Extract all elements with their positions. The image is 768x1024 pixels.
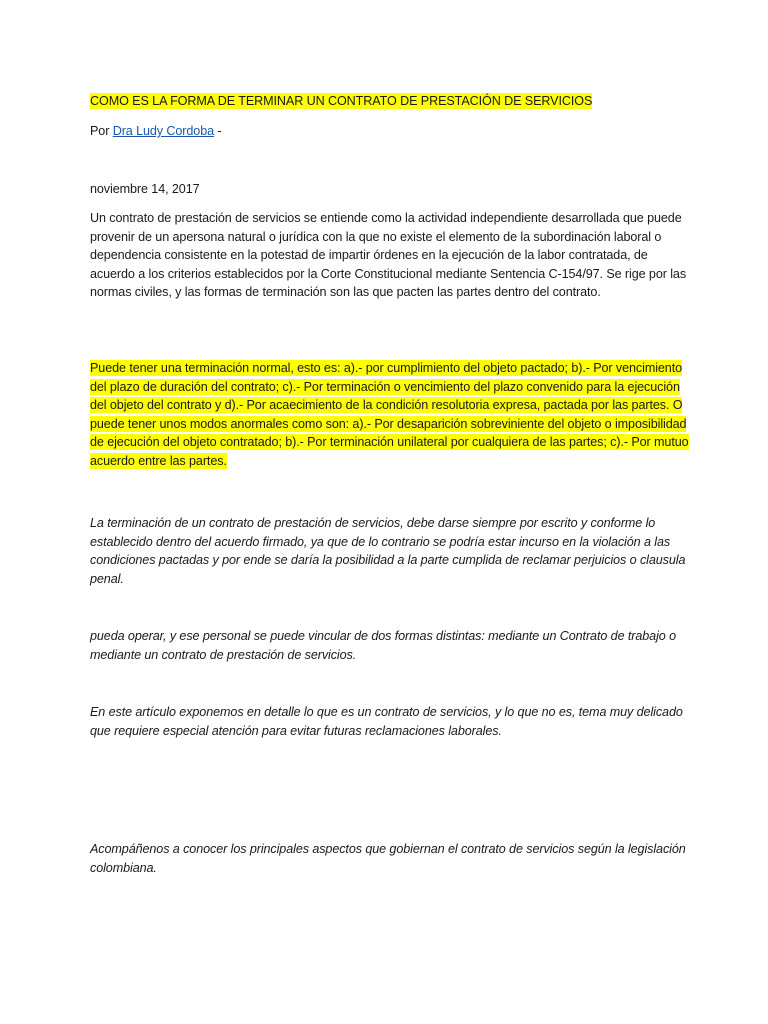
- article-date: noviembre 14, 2017: [90, 182, 200, 196]
- author-link[interactable]: Dra Ludy Cordoba: [112, 124, 215, 138]
- article-byline: [90, 122, 690, 141]
- paragraph-definition: Un contrato de prestación de servicios se entiende como la actividad independiente desarrollada que puede provenir de un apersona natural o jurídica con la que no existe el elemento de la subordinación laboral o dependencia consistente en la potestad de impartir órdenes en la ejecución de la labor contratada, de acuerdo a los criterios establecidos por la Corte Constitucional mediante Sentencia C-154/97. Se rige por las normas civiles, y las formas de terminación son las que pacten las partes dentro del contrato.: [90, 211, 687, 300]
- byline-suffix: -: [214, 124, 222, 138]
- paragraph-hiring-forms: pueda operar, y ese personal se puede vincular de dos formas distintas: mediante un Contrato de trabajo o mediante un contrato de prestación de servicios.: [90, 629, 676, 662]
- article-title-text: COMO ES LA FORMA DE TERMINAR UN CONTRATO DE PRESTACIÓN DE SERVICIOS: [90, 94, 593, 108]
- paragraph-written-termination: La terminación de un contrato de prestación de servicios, debe darse siempre por escrito y conforme lo establecido dentro del acuerdo firmado, ya que de lo contrario se podría estar incurso en la violación a las condiciones pactadas y por ende se daría la posibilidad a la parte cumplida de reclamar perjuicios o clausula penal.: [90, 516, 686, 586]
- byline-prefix: Por: [90, 124, 113, 138]
- article-title: [90, 92, 690, 111]
- paragraph-invitation: Acompáñenos a conocer los principales aspectos que gobiernan el contrato de servicios según la legislación colombiana.: [90, 842, 686, 875]
- paragraph-termination-modes-text: Puede tener una terminación normal, esto es: a).- por cumplimiento del objeto pactado; b).- Por vencimiento del plazo de duración del contrato; c).- Por terminación o vencimiento del plazo convenido para la ejecución del objeto del contrato y d).- Por acaecimiento de la condición resolutoria expresa, pactada por las partes. O puede tener unos modos anormales como son: a).- Por desaparición sobreviniente del objeto o imposibilidad de ejecución del objeto contratado; b).- Por terminación unilateral por cualquiera de las partes; c).- Por mutuo acuerdo entre las partes.: [90, 361, 689, 468]
- paragraph-termination-modes: [90, 359, 690, 471]
- paragraph-article-intro: En este artículo exponemos en detalle lo que es un contrato de servicios, y lo que no es, tema muy delicado que requiere especial atención para evitar futuras reclamaciones laborales.: [90, 705, 683, 738]
